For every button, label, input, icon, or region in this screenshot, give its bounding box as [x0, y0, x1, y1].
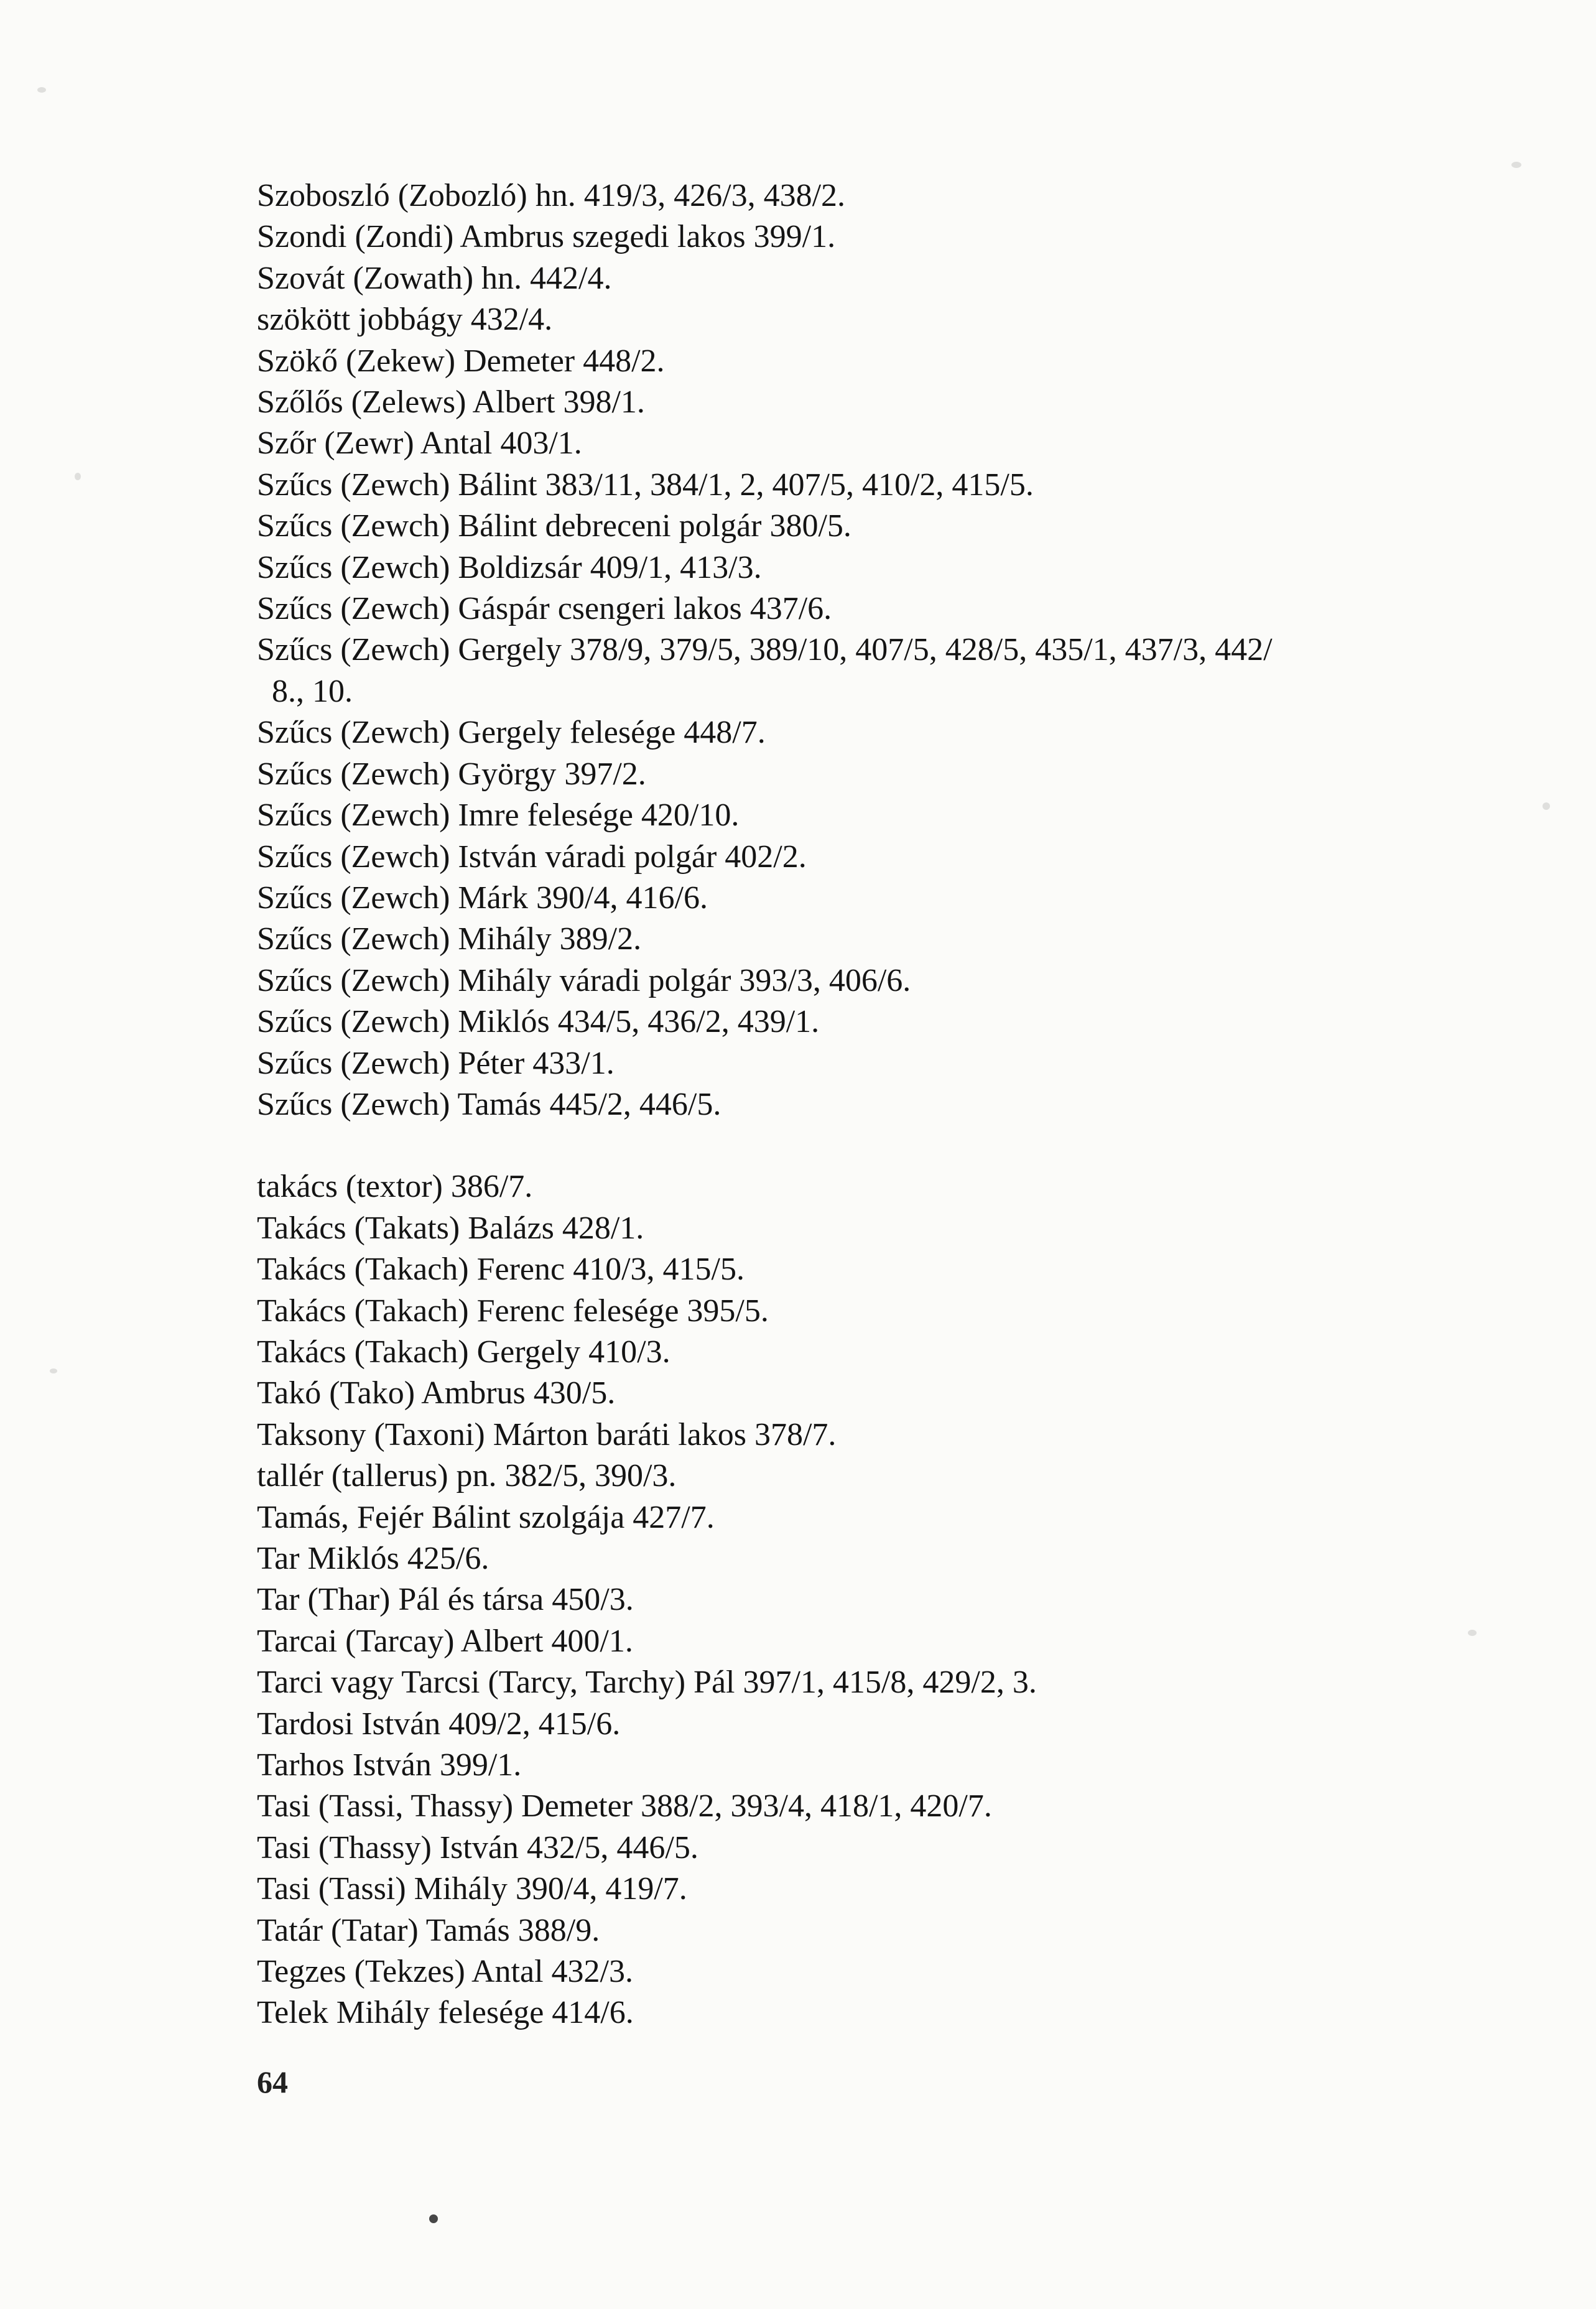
scan-speck [50, 1368, 57, 1373]
index-entry: Szűcs (Zewch) István váradi polgár 402/2. [257, 839, 807, 875]
index-entry: Szőr (Zewr) Antal 403/1. [257, 425, 582, 462]
index-entry: Szűcs (Zewch) Tamás 445/2, 446/5. [257, 1086, 721, 1122]
index-entry: Takács (Takach) Ferenc 410/3, 415/5. [257, 1252, 745, 1288]
index-entry: Szűcs (Zewch) Mihály 389/2. [257, 921, 642, 957]
index-entry: Tardosi István 409/2, 415/6. [257, 1706, 621, 1742]
index-entry: Szűcs (Zewch) Márk 390/4, 416/6. [257, 880, 708, 916]
index-entry: Szőlős (Zelews) Albert 398/1. [257, 384, 645, 420]
index-entry: Tar (Thar) Pál és társa 450/3. [257, 1582, 634, 1618]
scan-speck [429, 2214, 438, 2223]
index-entry: Tarci vagy Tarcsi (Tarcy, Tarchy) Pál 397/1, 415/8, 429/2, 3. [257, 1665, 1037, 1701]
index-entry: Telek Mihály felesége 414/6. [257, 1995, 634, 2031]
index-entry: Szűcs (Zewch) Gáspár csengeri lakos 437/6. [257, 591, 832, 627]
index-entry: Szűcs (Zewch) Gergely 378/9, 379/5, 389/10, 407/5, 428/5, 435/1, 437/3, 442/ [257, 632, 1273, 668]
index-entry: Tarhos István 399/1. [257, 1747, 522, 1783]
index-entry: Takó (Tako) Ambrus 430/5. [257, 1375, 616, 1411]
index-entry: Tar Miklós 425/6. [257, 1541, 489, 1576]
index-list [257, 175, 1526, 2034]
scan-speck [37, 87, 46, 93]
index-entry: Tarcai (Tarcay) Albert 400/1. [257, 1623, 633, 1659]
index-entry: Szűcs (Zewch) Boldizsár 409/1, 413/3. [257, 549, 762, 585]
scan-speck [1543, 802, 1550, 810]
index-entry: Taksony (Taxoni) Márton baráti lakos 378/7. [257, 1416, 837, 1452]
index-entry: Tasi (Tassi, Thassy) Demeter 388/2, 393/4, 418/1, 420/7. [257, 1788, 992, 1824]
index-entry: Szűcs (Zewch) György 397/2. [257, 756, 646, 792]
index-entry: Szűcs (Zewch) Mihály váradi polgár 393/3, 406/6. [257, 962, 911, 998]
index-entry: Szűcs (Zewch) Bálint 383/11, 384/1, 2, 407/5, 410/2, 415/5. [257, 467, 1034, 503]
index-entry: Tegzes (Tekzes) Antal 432/3. [257, 1954, 633, 1990]
index-entry: Szűcs (Zewch) Bálint debreceni polgár 380/5. [257, 508, 851, 544]
index-entry: szökött jobbágy 432/4. [257, 302, 553, 338]
index-entry: Takács (Takach) Gergely 410/3. [257, 1334, 670, 1370]
scan-speck [1511, 162, 1521, 168]
index-entry: Szondi (Zondi) Ambrus szegedi lakos 399/1. [257, 219, 836, 255]
index-entry: Szűcs (Zewch) Imre felesége 420/10. [257, 797, 740, 834]
index-entry: Tasi (Thassy) István 432/5, 446/5. [257, 1829, 698, 1865]
index-entry-continuation: 8., 10. [272, 673, 353, 709]
index-entry: Tasi (Tassi) Mihály 390/4, 419/7. [257, 1871, 687, 1907]
page-number: 64 [257, 2065, 288, 2099]
index-entry: Takács (Takach) Ferenc felesége 395/5. [257, 1293, 769, 1329]
index-entry: Szűcs (Zewch) Péter 433/1. [257, 1045, 615, 1081]
section-gap [257, 1125, 1526, 1166]
index-entry: Szökő (Zekew) Demeter 448/2. [257, 343, 665, 379]
index-entry: Tamás, Fejér Bálint szolgája 427/7. [257, 1499, 715, 1535]
index-entry: Szovát (Zowath) hn. 442/4. [257, 260, 612, 296]
index-entry: Szűcs (Zewch) Gergely felesége 448/7. [257, 715, 766, 751]
index-entry: Szűcs (Zewch) Miklós 434/5, 436/2, 439/1. [257, 1004, 820, 1040]
index-entry: takács (textor) 386/7. [257, 1169, 533, 1205]
index-entry: Tatár (Tatar) Tamás 388/9. [257, 1912, 600, 1948]
index-entry: Takács (Takats) Balázs 428/1. [257, 1210, 644, 1246]
scan-speck [75, 473, 81, 480]
index-entry: Szoboszló (Zobozló) hn. 419/3, 426/3, 438/2. [257, 178, 846, 213]
index-entry: tallér (tallerus) pn. 382/5, 390/3. [257, 1458, 677, 1494]
